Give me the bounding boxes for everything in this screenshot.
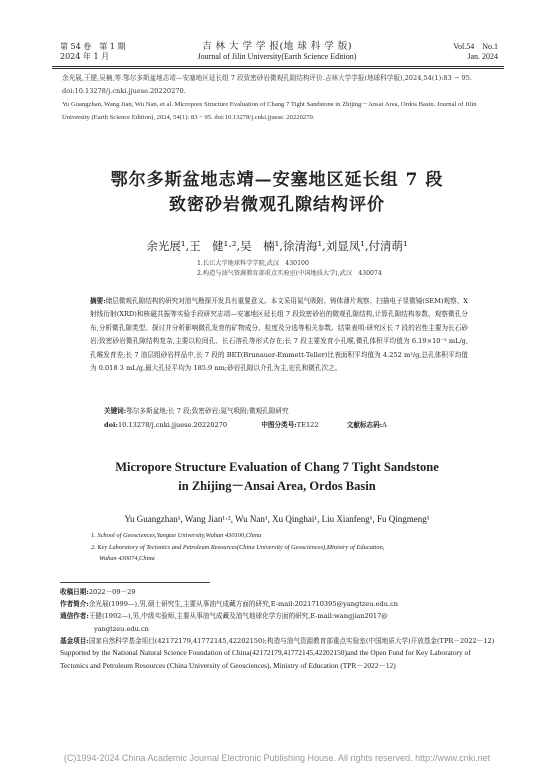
affiliation-cn-1: 1.长江大学地球科学学院,武汉 430100 (197, 260, 309, 267)
doi-label: doi: (104, 421, 118, 429)
title-cn-line2: 致密砂岩微观孔隙结构评价 (169, 195, 385, 215)
received-date: 收稿日期:2022－09－29 (60, 588, 136, 596)
affiliations-cn (197, 259, 382, 279)
copyright-footer: (C)1994-2024 China Academic Journal Electronic Publishing House. All rights reserved. http://www.cnki.net (63, 753, 491, 763)
doc-code-label: 文献标志码: (346, 421, 383, 429)
authors-en: Yu Guangzhan¹, Wang Jian¹·², Wu Nan¹, Xu Qinghai¹, Liu Xianfeng¹, Fu Qingmeng¹ (124, 514, 430, 524)
keywords-cn (104, 405, 289, 415)
footnotes (60, 586, 500, 672)
author-bio: 作者简介:余光展(1999—),男,硕士研究生,主要从事油气成藏方面的研究,E-mail:2021710395@yangtzeu.edu.cn (60, 600, 399, 609)
doi-value: 10.13278/j.cnki.jjuese.20220270 (117, 421, 228, 429)
header-rule-top (52, 66, 504, 67)
clc-label: 中图分类号: (261, 421, 297, 429)
keywords-label: 关键词: (104, 407, 127, 415)
clc-value: TE122 (296, 421, 319, 429)
funding: 基金项目:国家自然科学基金项目(42172179,41772145,42202150);构造与油气资源教育部重点实验室(中国地质大学)开放基金(TPR－2022－12) (60, 636, 495, 645)
citation-block (62, 72, 494, 124)
header-journal-cn: 吉 林 大 学 学 报(地 球 科 学 版) (201, 41, 353, 52)
title-en (0, 458, 554, 496)
affiliation-en-2: 2. Key Laboratory of Tectonics and Petroleum Resources(China University of Geosciences),Ministry of Education, (91, 543, 385, 551)
affiliation-en-1: 1. School of Geosciences,Yangtze University,Wuhan 430100,China (91, 532, 262, 539)
citation-cn: 余光展,王健,吴楠,等.鄂尔多斯盆地志靖—安塞地区延长组 7 段致密砂岩微观孔隙结构评价.吉林大学学报(地球科学版),2024,54(1):83 − 95. doi:10.13278/j.cnki.jjuese.20220270. (62, 74, 473, 95)
affiliation-en-3: Wuhan 430074,China (99, 555, 155, 562)
title-en-line2: in Zhijing－Ansai Area, Ordos Basin (178, 479, 376, 493)
title-cn-line1: 鄂尔多斯盆地志靖—安塞地区延长组 7 段 (110, 170, 444, 190)
affiliation-cn-2: 2.构造与油气资源教育部重点实验室(中国地质大学),武汉 430074 (197, 270, 382, 277)
header-month-en: Jan. 2024 (467, 52, 498, 61)
header-vol-en (453, 42, 498, 62)
doc-code-value: A (382, 421, 387, 429)
corresponding-author-cont: yangtzeu.edu.cn (94, 624, 149, 633)
meta-cn (104, 419, 464, 429)
abstract-cn (90, 295, 468, 375)
abstract-label: 摘要: (90, 297, 106, 305)
footnote-rule (60, 582, 210, 583)
abstract-text: 储层微观孔隙结构的研究对油气勘探开发具有重要意义。本文采用氮气吸附、铸体薄片观察、扫描电子显微镜(SEM)观察、X 射线衍射(XRD)和核磁共振等实验手段研究志靖—安塞地区延长组 7 段致密砂岩的微观孔隙结构,计算孔隙结构参数、观察微孔分布,分析微孔隙类型、探讨并分析影响微孔发育的矿物成分、粒度及分选等相关参数。结果表明:研究区长 7 段的岩性主要为长石砂岩;致密砂岩微孔隙结构复杂,主要以粒间孔、长石溶孔等形式存在;长 7 段主要发育小孔喉,微孔体积平均值为 6.19×10⁻³ mL/g,孔喉发育差;长 7 油层组砂岩样品中,长 7 段的 BET(Brunauer-Emmett-Teller)比表面积平均值为 4.252 m²/g,总孔体积平均值为 0.018 3 mL/g,最大孔径平均为 185.9 nm;砂岩孔隙以介孔为主,宏孔和微孔次之。 (90, 297, 469, 373)
authors-cn: 余光展¹,王 健¹·²,吴 楠¹,徐清海¹,刘显凤¹,付清萌¹ (146, 239, 408, 253)
header-volume-issue: 第 54 卷 第 1 期 (60, 42, 126, 51)
header-rule-bottom (52, 68, 504, 69)
header-date: 2024 年 1 月 (60, 52, 110, 61)
title-en-line1: Micropore Structure Evaluation of Chang 7 Tight Sandstone (115, 460, 439, 474)
title-cn (0, 168, 554, 218)
affiliations-en (91, 530, 471, 565)
citation-en: Yu Guangzhan, Wang Jian, Wu Nan, et al. Micropore Structure Evaluation of Chang 7 Tight Sandstone in Zhijing－Ansai Area, Ordos Basin. Journal of Jilin University (Earth Science Edition), 2024, 54(1): 83 − 95. doi:10.13278/j.cnki.jjuese. 20220270. (62, 101, 477, 121)
funding-en: Supported by the National Natural Science Foundation of China(42172179,41772145,42202150)and the Open Fund for Key Laboratory of Tectonics and Petroleum Resources (China University of Geosciences), Ministry of Education (TPR－2022－12) (60, 648, 471, 670)
corresponding-author: 通信作者:王健(1992—),男,中级实验师,主要从事油气成藏及油气地球化学方面的研究,E-mail:wangjian2017@ (60, 612, 388, 621)
header-journal-en: Journal of Jilin University(Earth Science Edition) (197, 52, 357, 61)
keywords-text: 鄂尔多斯盆地;长 7 段;致密砂岩;氮气吸附;微观孔隙研究 (126, 407, 289, 415)
header-vol-no: Vol.54 No.1 (453, 42, 498, 51)
